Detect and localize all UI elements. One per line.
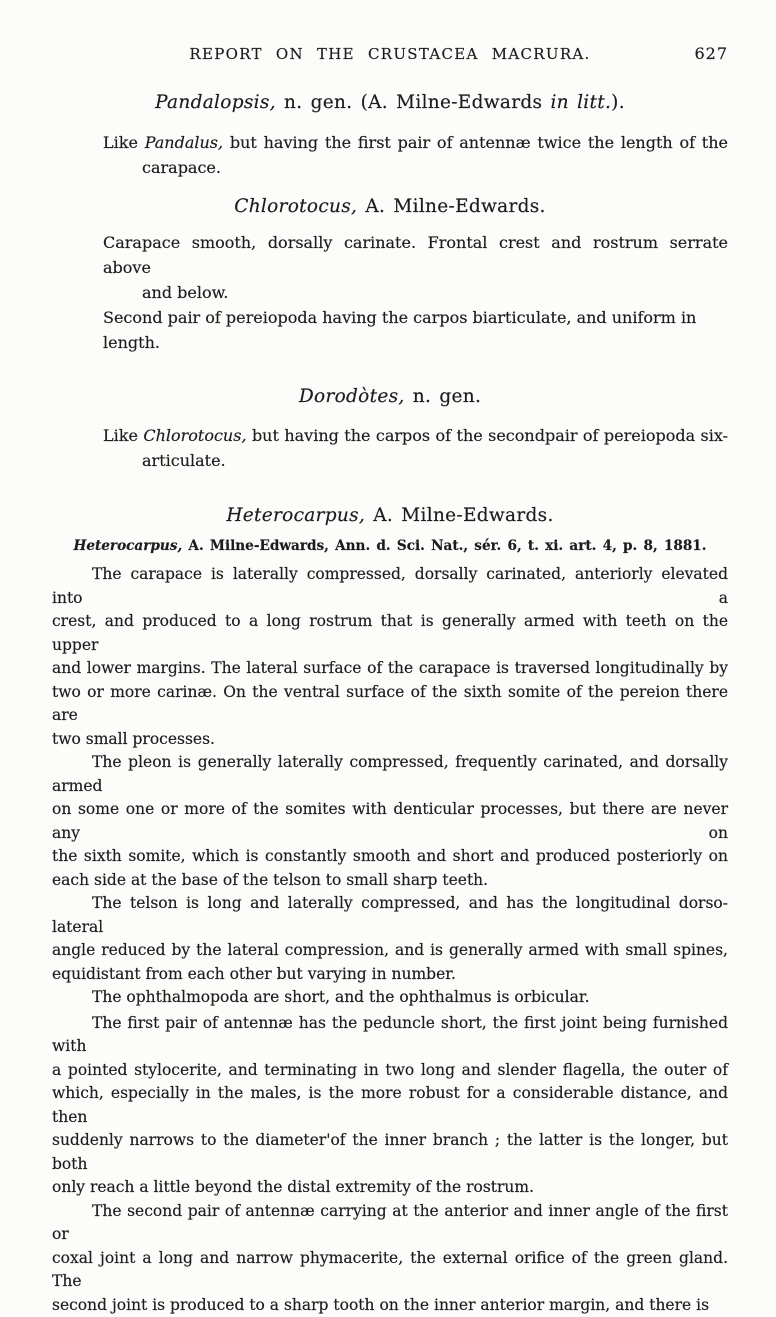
text-line: Chlorotocus, A. Milne-Edwards. [52,195,728,219]
text-line: Second pair of pereiopoda having the carpos biarticulate, and uniform in length. [52,305,728,355]
text-line: carapace. [52,155,728,180]
italic-text: in litt. [550,92,611,113]
text-line: and lower margins. The lateral surface of the carapace is traversed longitudinally by [52,657,728,681]
para-first-antennae [52,1012,728,1200]
heading-pandalopsis [52,91,728,115]
italic-text: Dorodòtes, [299,386,405,407]
para-carapace [52,563,728,751]
para-pleon [52,751,728,892]
text-line: The second pair of antennæ carrying at the anterior and inner angle of the first or [52,1200,728,1247]
text-line: Heterocarpus, A. Milne-Edwards, Ann. d. Sci. Nat., sér. 6, t. xi. art. 4, p. 8, 1881. [52,537,728,555]
text-line: the sixth somite, which is constantly smooth and short and produced posteriorly on [52,845,728,869]
citation-heterocarpus [52,537,728,555]
page-content [52,0,728,1317]
text-line: Carapace smooth, dorsally carinate. Frontal crest and rostrum serrate above [52,230,728,280]
text-line: which, especially in the males, is the more robust for a considerable distance, and then [52,1082,728,1129]
text-line: The first pair of antennæ has the peduncle short, the first joint being furnished with [52,1012,728,1059]
text-line: equidistant from each other but varying in number. [52,963,728,987]
text-line: Dorodòtes, n. gen. [52,385,728,409]
text-line: The telson is long and laterally compressed, and has the longitudinal dorso-lateral [52,892,728,939]
entry-dorodotes [52,423,728,473]
text-line: on some one or more of the somites with denticular processes, but there are never any on [52,798,728,845]
text-line: coxal joint a long and narrow phymacerite, the external orifice of the green gland. The [52,1247,728,1294]
text-line: The ophthalmopoda are short, and the ophthalmus is orbicular. [52,986,728,1010]
text-line: suddenly narrows to the diameter'of the inner branch ; the latter is the longer, but both [52,1129,728,1176]
heading-heterocarpus [52,504,728,528]
text-line: second joint is produced to a sharp tooth on the inner anterior margin, and there is [52,1294,728,1317]
italic-text: Chlorotocus, [143,426,246,445]
italic-text: Pandalopsis, [155,92,276,113]
text-line: Pandalopsis, n. gen. (A. Milne-Edwards in litt.). [52,91,728,115]
italic-text: Pandalus, [145,133,223,152]
para-second-antennae [52,1200,728,1317]
text-line: and below. [52,280,728,305]
text-line: crest, and produced to a long rostrum that is generally armed with teeth on the upper [52,610,728,657]
text-line: each side at the base of the telson to small sharp teeth. [52,869,728,893]
text-line: a pointed stylocerite, and terminating in two long and slender flagella, the outer of [52,1059,728,1083]
para-telson [52,892,728,986]
page-number: 627 [694,44,728,64]
text-body [52,91,728,1317]
text-line: Like Chlorotocus, but having the carpos of the secondpair of pereiopoda six- [52,423,728,448]
text-line: The pleon is generally laterally compressed, frequently carinated, and dorsally armed [52,751,728,798]
heading-chlorotocus [52,195,728,219]
entry-pandalopsis [52,130,728,180]
italic-text: Heterocarpus, [74,538,183,554]
running-head-title: REPORT ON THE CRUSTACEA MACRURA. [52,44,728,64]
running-head [52,44,728,64]
text-line: two small processes. [52,728,728,752]
italic-text: Heterocarpus, [226,505,365,526]
entry-chlorotocus-1 [52,230,728,305]
entry-chlorotocus-2 [52,305,728,355]
text-line: only reach a little beyond the distal extremity of the rostrum. [52,1176,728,1200]
text-line: Like Pandalus, but having the first pair of antennæ twice the length of the [52,130,728,155]
text-line: articulate. [52,448,728,473]
para-ophthalmopoda [52,986,728,1010]
text-line: The carapace is laterally compressed, dorsally carinated, anteriorly elevated into a [52,563,728,610]
italic-text: Chlorotocus, [234,196,357,217]
text-line: Heterocarpus, A. Milne-Edwards. [52,504,728,528]
text-line: two or more carinæ. On the ventral surface of the sixth somite of the pereion there are [52,681,728,728]
heading-dorodotes [52,385,728,409]
text-line: angle reduced by the lateral compression, and is generally armed with small spines, [52,939,728,963]
